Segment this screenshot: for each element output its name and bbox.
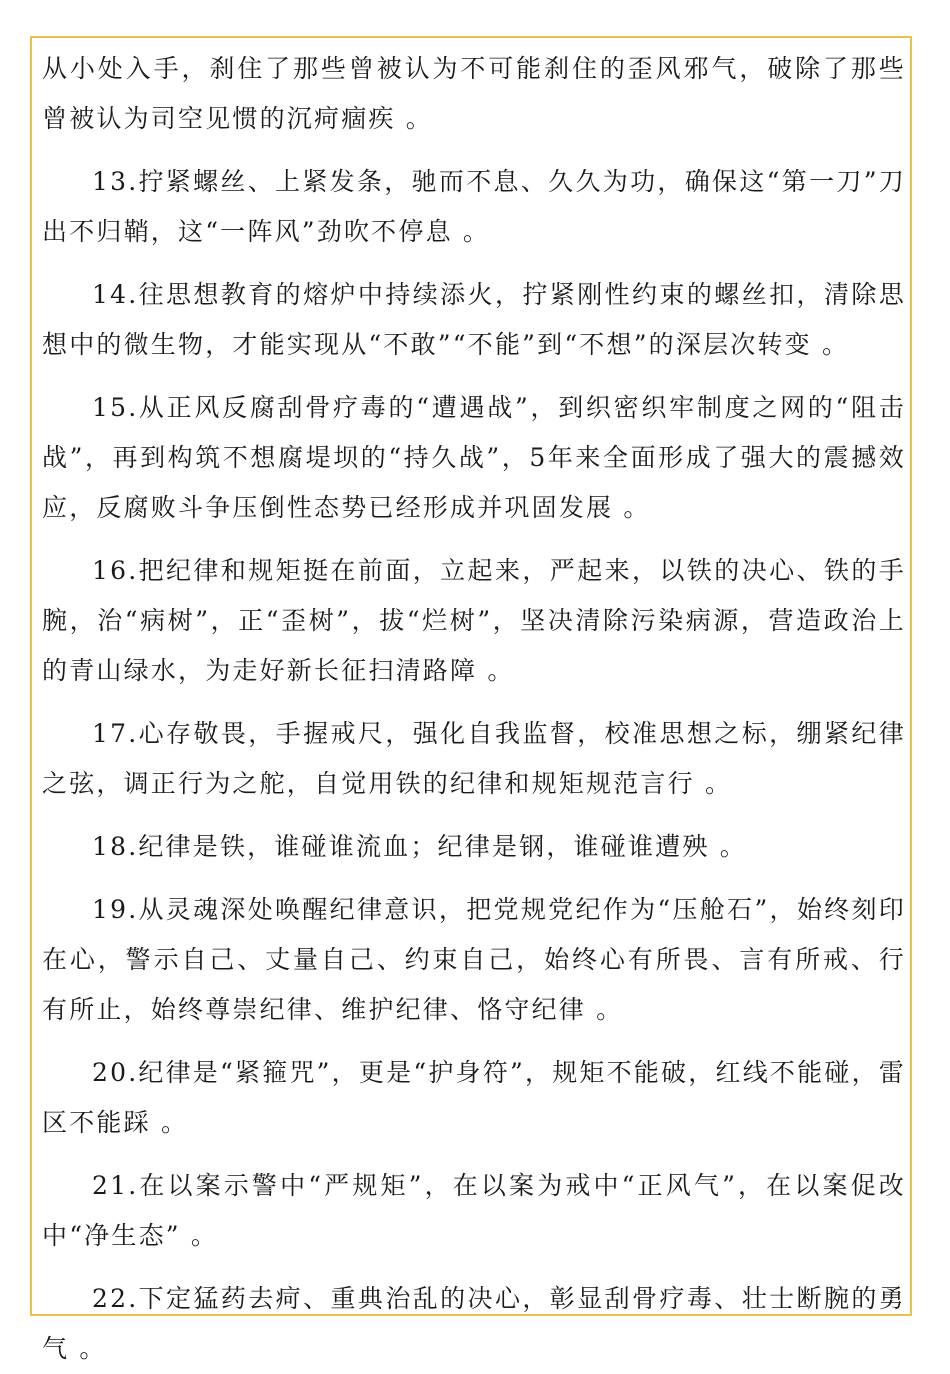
paragraph-continued: 从小处入手，刹住了那些曾被认为不可能刹住的歪风邪气，破除了那些曾被认为司空见惯的沉疴痼疾 。 [42, 54, 906, 133]
paragraph-20: 20.纪律是“紧箍咒”，更是“护身符”，规矩不能破，红线不能碰，雷区不能踩 。 [42, 1058, 906, 1137]
paragraph-16: 16.把纪律和规矩挺在前面，立起来，严起来，以铁的决心、铁的手腕，治“病树”，正“歪树”，拔“烂树”，坚决清除污染病源，营造政治上的青山绿水，为走好新长征扫清路障 。 [42, 556, 906, 685]
paragraph-19: 19.从灵魂深处唤醒纪律意识，把党规党纪作为“压舱石”，始终刻印在心，警示自己、丈量自己、约束自己，始终心有所畏、言有所戒、行有所止，始终尊崇纪律、维护纪律、恪守纪律 。 [42, 895, 906, 1024]
paragraph-18: 18.纪律是铁，谁碰谁流血；纪律是钢，谁碰谁遭殃 。 [92, 832, 747, 861]
paragraph-21: 21.在以案示警中“严规矩”，在以案为戒中“正风气”，在以案促改中“净生态” 。 [42, 1171, 906, 1250]
paragraph-22: 22.下定猛药去疴、重典治乱的决心，彰显刮骨疗毒、壮士断腕的勇气 。 [42, 1284, 906, 1363]
paragraph-13: 13.拧紧螺丝、上紧发条，驰而不息、久久为功，确保这“第一刀”刀出不归鞘，这“一阵风”劲吹不停息 。 [42, 167, 906, 246]
paragraph-17: 17.心存敬畏，手握戒尺，强化自我监督，校准思想之标，绷紧纪律之弦，调正行为之舵，自觉用铁的纪律和规矩规范言行 。 [42, 719, 906, 798]
document-body [42, 44, 906, 1374]
paragraph-15: 15.从正风反腐刮骨疗毒的“遭遇战”，到织密织牢制度之网的“阻击战”，再到构筑不想腐堤坝的“持久战”，5年来全面形成了强大的震撼效应，反腐败斗争压倒性态势已经形成并巩固发展 。 [42, 393, 906, 522]
paragraph-14: 14.往思想教育的熔炉中持续添火，拧紧刚性约束的螺丝扣，清除思想中的微生物，才能实现从“不敢”“不能”到“不想”的深层次转变 。 [42, 280, 906, 359]
